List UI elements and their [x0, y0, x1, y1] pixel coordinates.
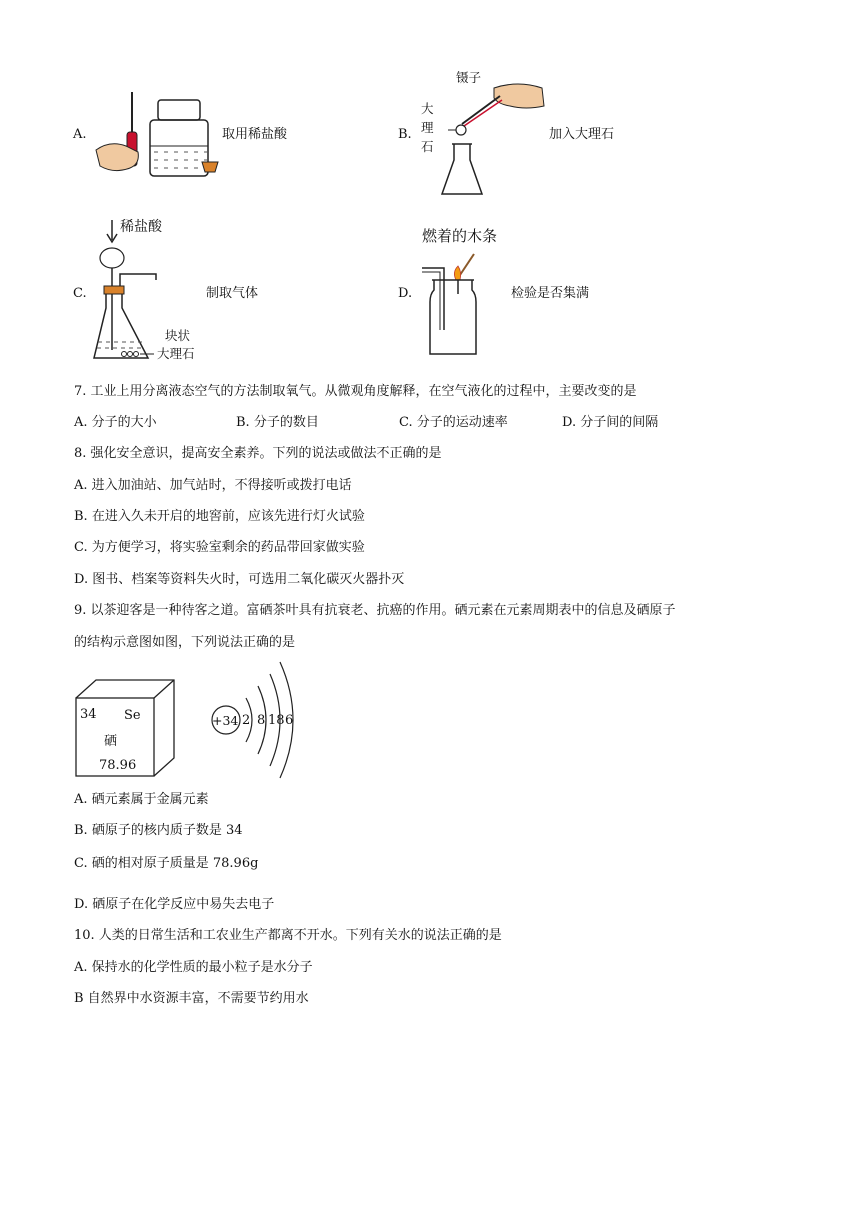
option-a-caption: 取用稀盐酸	[222, 127, 288, 142]
option-c-letter: C.	[73, 286, 87, 301]
block-label-1: 块状	[165, 328, 191, 343]
acid-label: 稀盐酸	[120, 219, 162, 235]
q9-option-d: D. 硒原子在化学反应中易失去电子	[74, 897, 275, 912]
burning-stick-label: 燃着的木条	[422, 227, 498, 245]
q9-stem-line2: 的结构示意图如图，下列说法正确的是	[74, 635, 296, 650]
marble-label-3: 石	[421, 139, 434, 154]
q9-option-c: C. 硒的相对原子质量是 78.96g	[74, 856, 259, 871]
q7-stem: 7. 工业上用分离液态空气的方法制取氧气。从微观角度解释，在空气液化的过程中，主要改变的是	[74, 384, 637, 399]
q8-option-b: B. 在进入久未开启的地窖前，应该先进行灯火试验	[74, 509, 365, 524]
atom-shell-2: 8	[257, 713, 266, 728]
option-c-caption: 制取气体	[206, 286, 259, 301]
element-name: 硒	[104, 734, 118, 749]
element-number: 34	[80, 707, 97, 722]
flask-tweezers-diagram	[438, 84, 550, 198]
q10-option-b: B 自然界中水资源丰富，不需要节约用水	[74, 991, 309, 1006]
atom-shell-1: 2	[242, 713, 251, 728]
atom-shell-3: 18	[268, 713, 285, 728]
option-d-letter: D.	[398, 286, 413, 301]
gas-generator-diagram	[90, 218, 170, 366]
option-b-letter: B.	[398, 127, 412, 142]
marble-label-2: 理	[421, 120, 434, 135]
block-label-2: 大理石	[157, 346, 195, 361]
q8-option-c: C. 为方便学习，将实验室剩余的药品带回家做实验	[74, 540, 365, 555]
tweezers-label: 镊子	[456, 70, 482, 85]
marble-label-1: 大	[421, 101, 434, 116]
option-a-letter: A.	[73, 127, 87, 142]
q9-option-b: B. 硒原子的核内质子数是 34	[74, 823, 243, 838]
q9-option-a: A. 硒元素属于金属元素	[74, 792, 209, 807]
q7-option-a: A. 分子的大小	[74, 415, 157, 430]
q8-stem: 8. 强化安全意识，提高安全素养。下列的说法或做法不正确的是	[74, 446, 442, 461]
q8-option-a: A. 进入加油站、加气站时，不得接听或拨打电话	[74, 478, 352, 493]
q7-option-b: B. 分子的数目	[236, 415, 319, 430]
element-symbol: Se	[124, 708, 141, 723]
element-mass: 78.96	[99, 758, 137, 773]
gas-bottle-diagram	[418, 250, 498, 358]
option-b-caption: 加入大理石	[549, 127, 615, 142]
q10-stem: 10. 人类的日常生活和工农业生产都离不开水。下列有关水的说法正确的是	[74, 928, 502, 943]
q10-option-a: A. 保持水的化学性质的最小粒子是水分子	[74, 960, 313, 975]
atom-nucleus: +34	[212, 713, 239, 728]
option-d-caption: 检验是否集满	[511, 286, 590, 301]
q9-stem-line1: 9. 以茶迎客是一种待客之道。富硒茶叶具有抗衰老、抗癌的作用。硒元素在元素周期表中的信息及硒原子	[74, 603, 676, 618]
atom-shell-4: 6	[285, 713, 294, 728]
q7-option-c: C. 分子的运动速率	[399, 415, 508, 430]
q8-option-d: D. 图书、档案等资料失火时，可选用二氧化碳灭火器扑灭	[74, 572, 405, 587]
q7-option-d: D. 分子间的间隔	[562, 415, 659, 430]
dropper-bottle-diagram	[92, 90, 222, 180]
